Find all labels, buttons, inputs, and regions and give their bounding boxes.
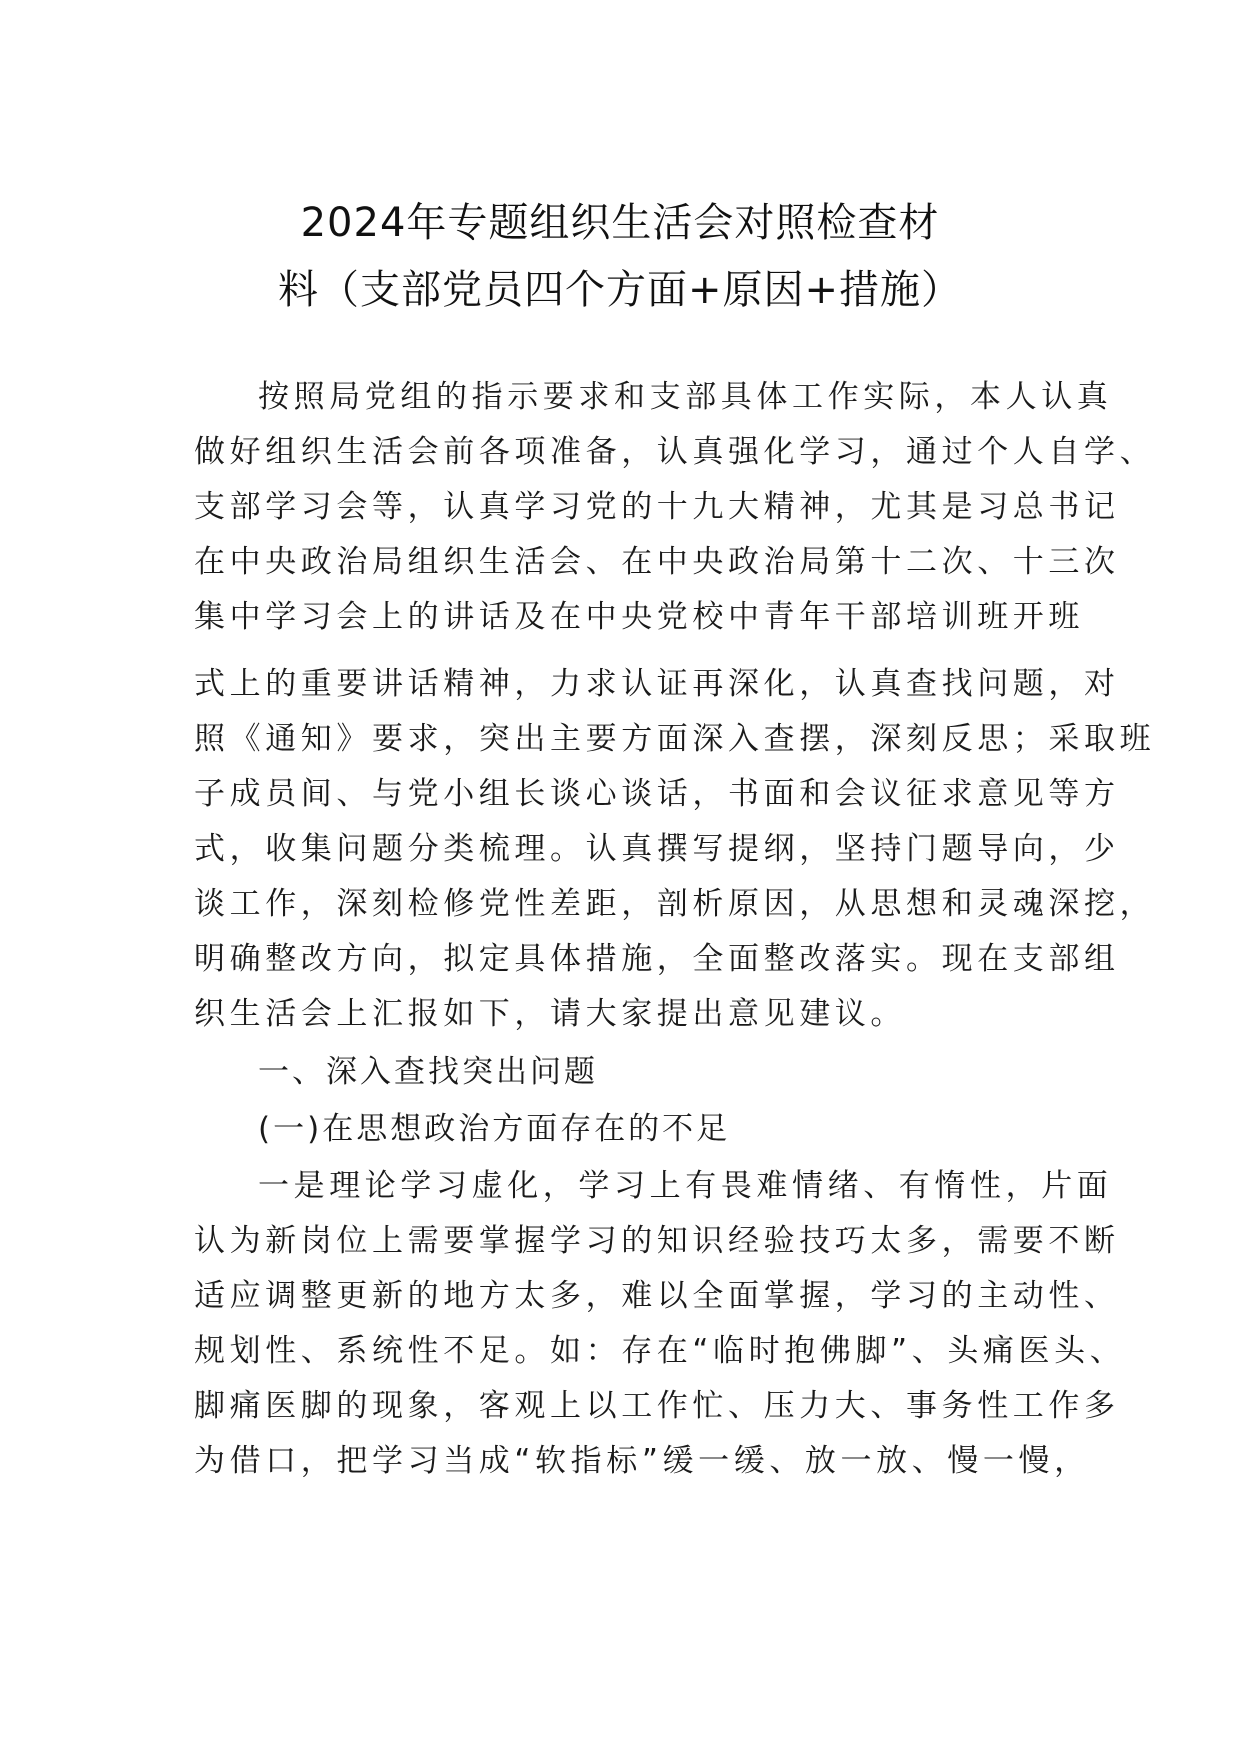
intro-paragraph-line: 织生活会上汇报如下，请大家提出意见建议。 [194, 996, 906, 1032]
point-paragraph-line: 一是理论学习虚化，学习上有畏难情绪、有惰性，片面 [258, 1168, 1113, 1204]
point-paragraph-line: 脚痛医脚的现象，客观上以工作忙、压力大、事务性工作多 [194, 1388, 1120, 1424]
point-paragraph-line: 规划性、系统性不足。如：存在“临时抱佛脚”、头痛医头、 [194, 1333, 1126, 1369]
intro-paragraph-line: 支部学习会等，认真学习党的十九大精神，尤其是习总书记 [194, 489, 1120, 525]
point-paragraph-line: 为借口，把学习当成“软指标”缓一缓、放一放、慢一慢， [194, 1443, 1090, 1479]
section-heading: 一、深入查找突出问题 [258, 1054, 598, 1090]
intro-paragraph-line: 子成员间、与党小组长谈心谈话，书面和会议征求意见等方 [194, 776, 1120, 812]
intro-paragraph-line: 集中学习会上的讲话及在中央党校中青年干部培训班开班 [194, 599, 1084, 635]
intro-paragraph-line: 做好组织生活会前各项准备，认真强化学习，通过个人自学、 [194, 434, 1156, 470]
point-paragraph-line: 适应调整更新的地方太多，难以全面掌握，学习的主动性、 [194, 1278, 1120, 1314]
intro-paragraph-line: 照《通知》要求，突出主要方面深入查摆，深刻反思；采取班 [194, 721, 1156, 757]
intro-paragraph-line: 明确整改方向，拟定具体措施，全面整改落实。现在支部组 [194, 941, 1120, 977]
point-paragraph-line: 认为新岗位上需要掌握学习的知识经验技巧太多，需要不断 [194, 1223, 1120, 1259]
intro-paragraph-line: 按照局党组的指示要求和支部具体工作实际，本人认真 [258, 379, 1113, 415]
document-title-line-1: 2024年专题组织生活会对照检查材 [300, 200, 940, 246]
intro-paragraph-line: 在中央政治局组织生活会、在中央政治局第十二次、十三次 [194, 544, 1120, 580]
intro-paragraph-line: 式上的重要讲话精神，力求认证再深化，认真查找问题，对 [194, 666, 1120, 702]
intro-paragraph-line: 式，收集问题分类梳理。认真撰写提纲，坚持门题导向，少 [194, 831, 1120, 867]
document-title-line-2: 料（支部党员四个方面+原因+措施） [277, 267, 963, 313]
subsection-heading: (一)在思想政治方面存在的不足 [258, 1111, 731, 1147]
intro-paragraph-line: 谈工作，深刻检修党性差距，剖析原因，从思想和灵魂深挖， [194, 886, 1156, 922]
